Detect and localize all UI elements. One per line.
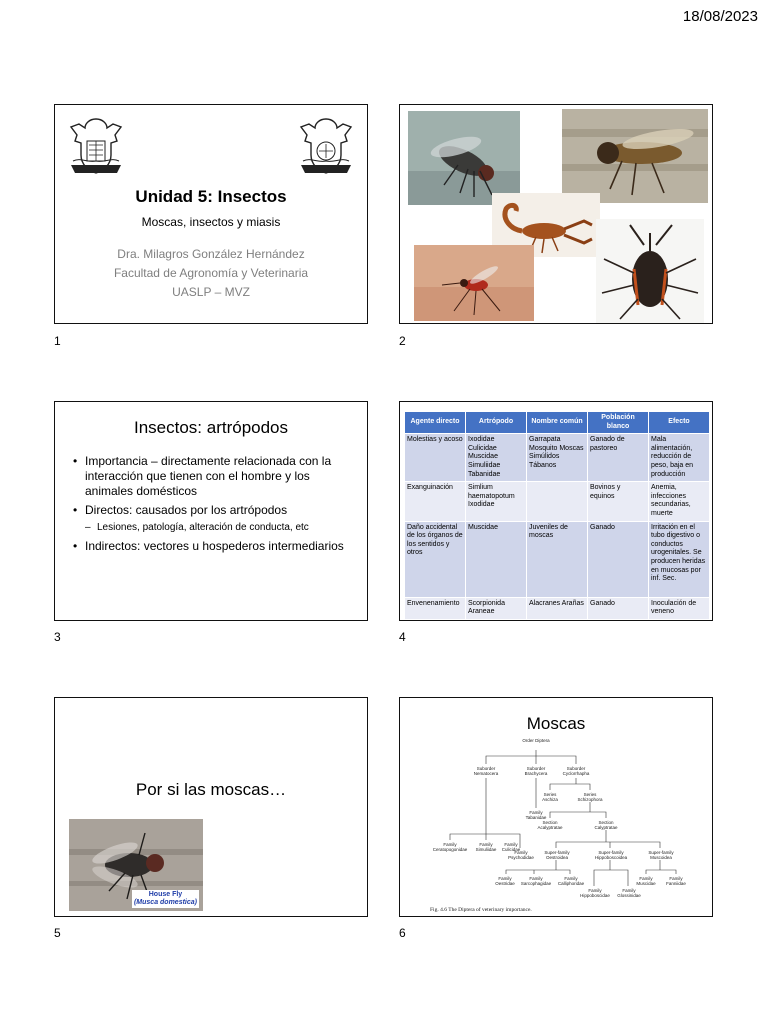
slide-6[interactable] [399,697,713,917]
faculty-name: Facultad de Agronomía y Veterinaria [113,266,309,280]
table-cell: Irritación en el tubo digestivo o conductos urogenitales. Se producen heridas en mucosas por inf. Sec. [649,521,710,597]
tree-node-oestroidea: Super-family Oestroidea [544,850,570,860]
tree-node-acalyptratae: Section Acalyptratae [537,820,563,830]
slide-title: Moscas [526,714,586,733]
table-row [405,597,710,619]
bullet-item: • Indirectos: vectores u hospederos intermediarios [73,539,359,554]
horsefly-photo [562,109,708,203]
slide-title: Por si las moscas… [135,780,287,799]
slide-number: 4 [399,630,406,644]
tree-node-simuliidae: Family Simuliidae [475,842,497,852]
column-header: Nombre común [527,412,588,434]
tree-node-psychodidae: Family Psychodidae [508,850,534,860]
faculty-seal-icon [297,113,355,177]
photo-caption [132,890,199,908]
table-cell [527,482,588,521]
table-cell: Scorpionida Araneae [466,597,527,619]
kissing-bug-photo [596,219,704,323]
column-header: Agente directo [405,412,466,434]
slide-2[interactable] [399,104,713,324]
slide-4[interactable] [399,401,713,621]
tree-node-oestridae: Family Oestridae [495,876,515,886]
tree-node-muscoidea: Super-family Muscoidea [648,850,674,860]
tree-node-hippoboscoidea: Super-family Hippoboscoidea [594,850,628,860]
table-cell: Garrapata Mosquito Moscas Simúlidos Tábanos [527,434,588,482]
bullet-item: • Directos: causados por los artrópodos [73,503,359,518]
table-cell: Simlium haematopotum Ixodidae [466,482,527,521]
tree-node-muscidae: Family Muscidae [636,876,656,886]
table-cell: Envenenamiento [405,597,466,619]
table-row [405,434,710,482]
tree-node-ceratopogonidae: Family Ceratopogonidae [432,842,468,852]
table-cell: Muscidae [466,521,527,597]
slide-number: 6 [399,926,406,940]
tree-node-calyptratae: Section Calyptratae [594,820,618,830]
tree-node-tabanidae: Family Tabanidae [525,810,547,820]
tree-node-calliphoridae: Family Calliphoridae [557,876,585,886]
table-cell: Ixodidae Culicidae Muscidae Simuliidae Tabanidae [466,434,527,482]
table-cell: Exanguinación [405,482,466,521]
slide-3[interactable] [54,401,368,621]
tree-node-schizophora: Series Schizophora [577,792,603,802]
tree-node-hippoboscidae: Family Hippoboscidae [580,888,610,898]
tree-node-sarcophagidae: Family Sarcophagidae [520,876,552,886]
table-cell: Ganado [588,597,649,619]
house-fly-photo [69,819,203,911]
slide-number: 2 [399,334,406,348]
sub-bullet-item: – Lesiones, patología, alteración de conducta, etc [73,520,359,535]
table-cell: Alacranes Arañas [527,597,588,619]
caption-scientific-name: (Musca domestica) [133,899,197,906]
print-date: 18/08/2023 [682,8,758,25]
bullet-list [73,454,359,558]
table-cell: Mala alimentación, reducción de peso, baja en producción [649,434,710,482]
column-header: Efecto [649,412,710,434]
table-cell: Juveniles de moscas [527,521,588,597]
slide-number: 5 [54,926,61,940]
caption-common-name: House Fly [148,891,183,898]
table-cell: Ganado de pastoreo [588,434,649,482]
slide-5[interactable] [54,697,368,917]
bullet-item: • Importancia – directamente relacionada con la interacción que tienen con el hombre y los animales domésticos [73,454,359,499]
column-header: Población blanco [588,412,649,434]
tree-node-aschiza: Series Aschiza [542,792,558,802]
author-name: Dra. Milagros González Hernández [117,247,305,261]
table-row [405,521,710,597]
author-block [55,245,367,302]
mosquito-photo [414,245,534,321]
slide-title: Insectos: artrópodos [133,418,289,437]
tree-node-glossinidae: Family Glossinidae [617,888,641,898]
tree-node-brachycera: Suborder Brachycera [524,766,548,776]
table-cell: Bovinos y equinos [588,482,649,521]
slide-number: 1 [54,334,61,348]
slide-title: Unidad 5: Insectos [135,187,287,206]
table-cell: Anemia, infecciones secundarias, muerte [649,482,710,521]
tree-node-fanniidae: Family Fanniidae [666,876,686,886]
column-header: Artrópodo [466,412,527,434]
tree-node-culicidae: Family Culicidae [501,842,521,852]
university-seal-icon [67,113,125,177]
tree-node-nematocera: Suborder Nematocera [473,766,499,776]
housefly-photo [408,111,520,205]
table-cell: Daño accidental de los órganos de los sentidos y otros [405,521,466,597]
figure-caption: Fig. 4.6 The Diptera of veterinary importance. [430,907,532,913]
tree-node-order: Order Diptera [522,738,550,743]
table-header-row [405,412,710,434]
table-cell: Ganado [588,521,649,597]
slide-subtitle: Moscas, insectos y miasis [141,215,281,229]
arthropod-effects-table [404,411,710,620]
school-name: UASLP – MVZ [172,285,250,299]
table-row [405,482,710,521]
table-cell: Molestias y acoso [405,434,466,482]
table-cell: Inoculación de veneno [649,597,710,619]
slide-1[interactable] [54,104,368,324]
slide-number: 3 [54,630,61,644]
tree-node-cyclorrhapha: Suborder Cyclorrhapha [562,766,590,776]
